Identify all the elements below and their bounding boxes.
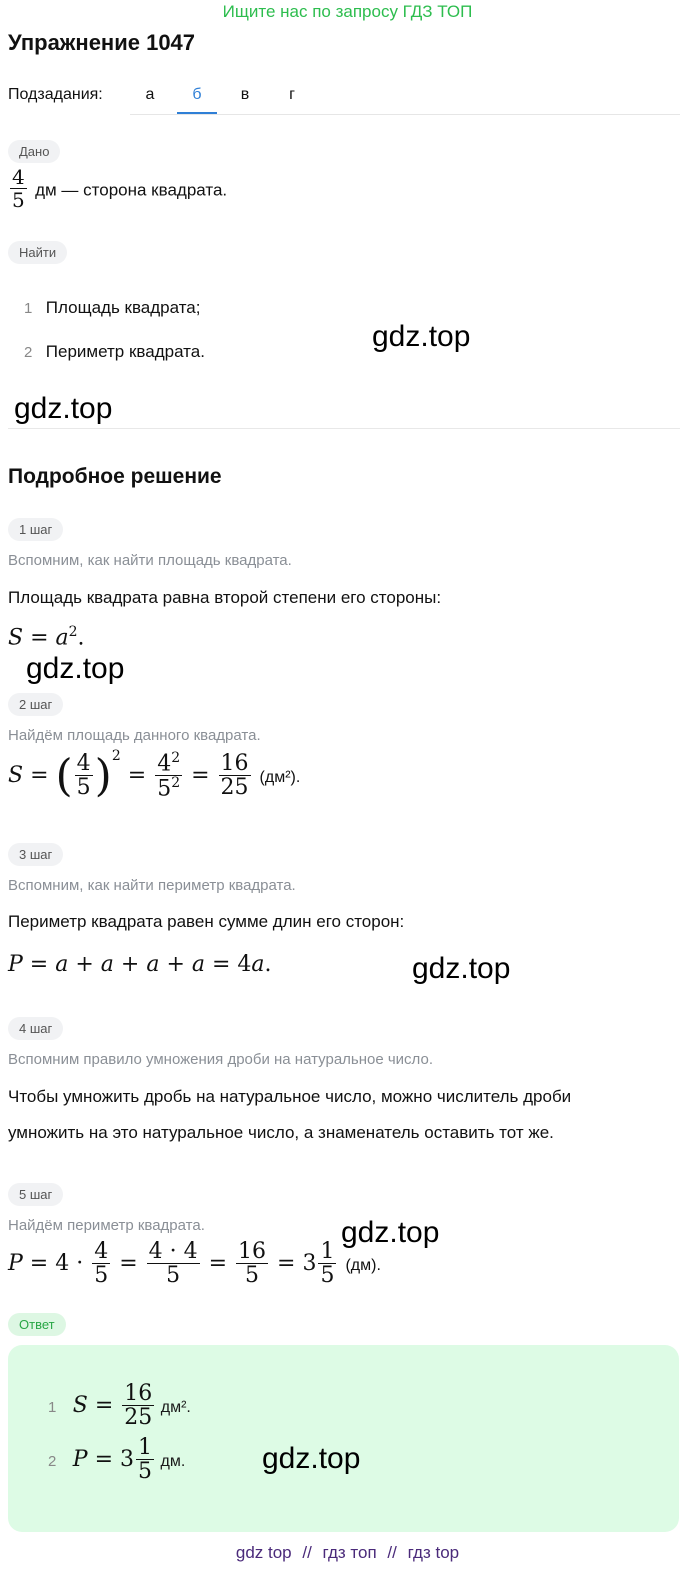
find-item: [24, 342, 205, 362]
step-text: Периметр квадрата равен сумме длин его сторон:: [8, 912, 405, 931]
tab-g[interactable]: г: [289, 86, 295, 103]
answer-item: 1 S = $\frac{16}{25}$ дм².: [48, 1381, 191, 1431]
area-formula: $S = a^2$.: [8, 624, 85, 651]
answer-item-number: 2: [48, 1453, 57, 1471]
subtask-tabs: [130, 80, 680, 115]
watermark: gdz.top: [372, 320, 471, 353]
tab-b[interactable]: б: [177, 80, 217, 114]
find-item: [24, 298, 200, 318]
find-item-number: 1: [24, 300, 33, 317]
search-banner: Ищите нас по запросу ГДЗ ТОП: [222, 2, 473, 21]
answer-item-number: 1: [48, 1399, 57, 1417]
step-badge: 3 шаг: [8, 843, 63, 866]
footer-separator: //: [302, 1543, 312, 1562]
perimeter-unit: (дм).: [345, 1257, 381, 1275]
tab-v[interactable]: в: [240, 86, 250, 103]
step-badge: 1 шаг: [8, 518, 63, 541]
step-badge: 4 шаг: [8, 1017, 63, 1040]
watermark: gdz.top: [14, 392, 113, 425]
area-calculation: S = ( $\frac{4}{5}$ )$^2$ = $\frac{4^2}{5^2}$ = $\frac{16}{25}$ (дм²).: [8, 748, 301, 802]
step-hint: Вспомним правило умножения дроби на натуральное число.: [8, 1051, 433, 1068]
watermark: gdz.top: [26, 652, 125, 685]
find-badge: Найти: [8, 241, 67, 264]
footer-links: [0, 1543, 695, 1563]
tab-a[interactable]: а: [145, 86, 155, 103]
step-text: Чтобы умножить дробь на натуральное число, можно числитель дроби: [8, 1087, 572, 1106]
footer-separator: //: [387, 1543, 397, 1562]
perimeter-calculation: P = 4 · $\frac{4}{5}$ = $\frac{4 \cdot 4}{5}$ = $\frac{16}{5}$ = 3 $\frac{1}{5}$ (дм).: [8, 1239, 381, 1289]
answer-item: 2 P = 3 $\frac{1}{5}$ дм.: [48, 1435, 186, 1485]
footer-link-gdz-top-mixed[interactable]: гдз top: [407, 1543, 460, 1562]
step-hint: Найдём площадь данного квадрата.: [8, 727, 261, 744]
perimeter-formula: P = a + a + a + a = 4a.: [8, 952, 272, 977]
step-badge: 2 шаг: [8, 693, 63, 716]
answer-unit: дм.: [160, 1453, 186, 1471]
page-title: Упражнение 1047: [8, 30, 196, 55]
footer-link-gdz-top[interactable]: gdz top: [235, 1543, 292, 1562]
step-text: Площадь квадрата равна второй степени его стороны:: [8, 588, 442, 607]
step-hint: Вспомним, как найти площадь квадрата.: [8, 552, 292, 569]
watermark: gdz.top: [341, 1216, 440, 1249]
find-item-text: Площадь квадрата;: [45, 298, 201, 317]
footer-link-gdz-top-ru[interactable]: гдз топ: [322, 1543, 377, 1562]
subtasks-label: Подзадания:: [8, 86, 103, 103]
find-item-text: Периметр квадрата.: [45, 342, 205, 361]
given-fraction: $\frac{4}{5}$: [12, 165, 25, 212]
answer-badge: Ответ: [8, 1313, 66, 1336]
answer-unit: дм².: [160, 1399, 191, 1417]
watermark: gdz.top: [262, 1442, 361, 1475]
given-badge: Дано: [8, 140, 60, 163]
step-badge: 5 шаг: [8, 1183, 63, 1206]
given-text: дм — сторона квадрата.: [35, 180, 228, 200]
step-hint: Найдём периметр квадрата.: [8, 1217, 205, 1234]
solution-title: Подробное решение: [8, 465, 222, 488]
find-item-number: 2: [24, 344, 33, 361]
given-statement: [8, 167, 227, 211]
area-unit: (дм²).: [259, 769, 301, 786]
step-hint: Вспомним, как найти периметр квадрата.: [8, 877, 296, 894]
watermark: gdz.top: [412, 952, 511, 985]
step-text: умножить на это натуральное число, а знаменатель оставить тот же.: [8, 1123, 554, 1142]
divider: [8, 428, 680, 429]
